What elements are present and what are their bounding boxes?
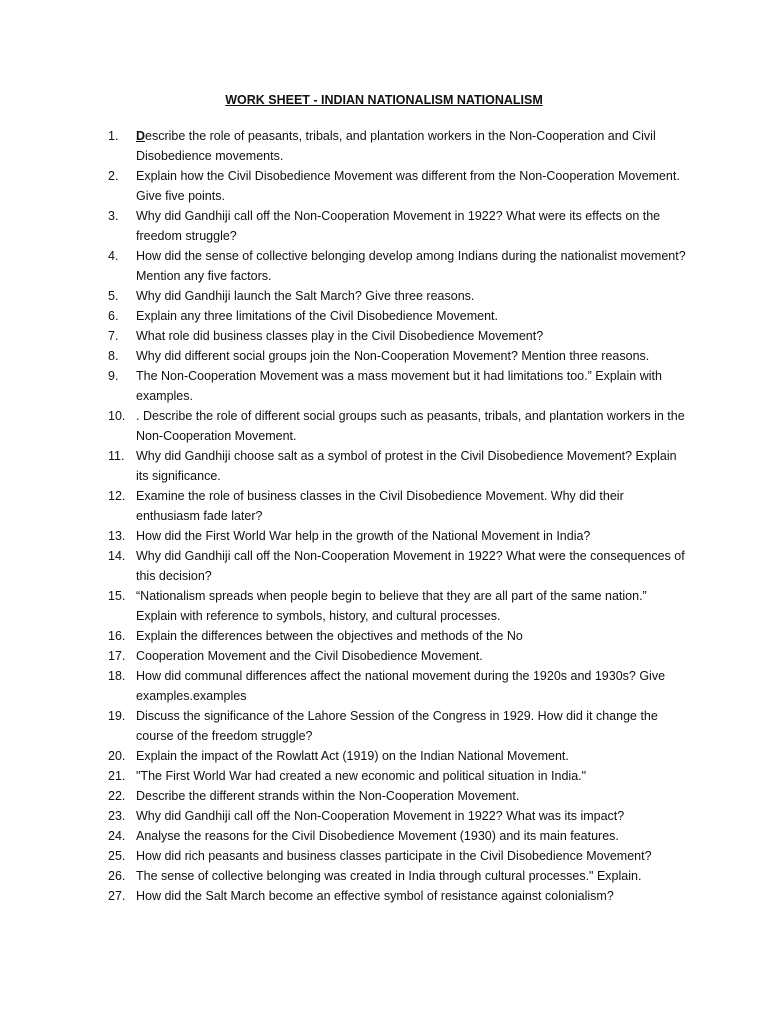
question-text <box>136 626 688 646</box>
question-text <box>136 286 688 306</box>
question-item <box>108 806 688 826</box>
question-body: Discuss the significance of the Lahore Session of the Congress in 1929. How did it change the course of the freedom struggle? <box>136 709 658 743</box>
question-item <box>108 586 688 626</box>
question-number: 17. <box>108 649 126 663</box>
question-text <box>136 526 688 546</box>
question-body: “Nationalism spreads when people begin to believe that they are all part of the same nation.” Explain with reference to symbols, history, and cultural processes. <box>136 589 647 623</box>
question-text <box>136 746 688 766</box>
question-body: Explain any three limitations of the Civil Disobedience Movement. <box>136 309 498 323</box>
question-text <box>136 446 688 486</box>
question-number: 6. <box>108 309 119 323</box>
question-body: The sense of collective belonging was created in India through cultural processes." Explain. <box>136 869 642 883</box>
question-number: 11. <box>108 449 125 463</box>
question-number: 24. <box>108 829 126 843</box>
question-number: 22. <box>108 789 126 803</box>
question-text <box>136 366 688 406</box>
question-body: Examine the role of business classes in the Civil Disobedience Movement. Why did their enthusiasm fade later? <box>136 489 624 523</box>
question-item <box>108 706 688 746</box>
question-body: How did the Salt March become an effective symbol of resistance against colonialism? <box>136 889 614 903</box>
question-item <box>108 666 688 706</box>
question-number: 2. <box>108 169 119 183</box>
question-item <box>108 246 688 286</box>
question-item <box>108 286 688 306</box>
question-item <box>108 166 688 206</box>
question-item <box>108 366 688 406</box>
question-body: Why did Gandhiji launch the Salt March? Give three reasons. <box>136 289 475 303</box>
question-item <box>108 326 688 346</box>
question-number: 9. <box>108 369 119 383</box>
question-body: How did communal differences affect the national movement during the 1920s and 1930s? Give examples.examples <box>136 669 666 703</box>
question-item <box>108 446 688 486</box>
question-text <box>136 866 688 886</box>
question-text <box>136 246 688 286</box>
question-item <box>108 626 688 646</box>
question-text <box>136 646 688 666</box>
question-number: 21. <box>108 769 126 783</box>
question-item <box>108 206 688 246</box>
question-body: How did the First World War help in the growth of the National Movement in India? <box>136 529 591 543</box>
question-item <box>108 846 688 866</box>
question-number: 26. <box>108 869 126 883</box>
question-item <box>108 126 688 166</box>
question-number: 12. <box>108 489 126 503</box>
question-number: 3. <box>108 209 119 223</box>
question-number: 19. <box>108 709 126 723</box>
question-item <box>108 546 688 586</box>
question-item <box>108 306 688 326</box>
question-body: Why did Gandhiji choose salt as a symbol of protest in the Civil Disobedience Movement? Explain its significance. <box>136 449 677 483</box>
question-body: Describe the different strands within the Non-Cooperation Movement. <box>136 789 520 803</box>
question-item <box>108 646 688 666</box>
question-number: 15. <box>108 589 126 603</box>
question-number: 18. <box>108 669 126 683</box>
question-body: Why did Gandhiji call off the Non-Cooperation Movement in 1922? What were the consequences of this decision? <box>136 549 685 583</box>
question-number: 7. <box>108 329 119 343</box>
question-body: Analyse the reasons for the Civil Disobedience Movement (1930) and its main features. <box>136 829 619 843</box>
question-number: 5. <box>108 289 119 303</box>
page-title: WORK SHEET - INDIAN NATIONALISM NATIONALISM <box>225 93 543 107</box>
question-number: 13. <box>108 529 126 543</box>
question-text <box>136 706 688 746</box>
question-body: Explain the impact of the Rowlatt Act (1919) on the Indian National Movement. <box>136 749 569 763</box>
question-text <box>136 846 688 866</box>
question-item <box>108 866 688 886</box>
question-body: How did the sense of collective belonging develop among Indians during the nationalist movement? Mention any five factors. <box>136 249 686 283</box>
question-text <box>136 206 688 246</box>
question-number: 23. <box>108 809 126 823</box>
question-body: . Describe the role of different social groups such as peasants, tribals, and plantation workers in the Non-Cooperation Movement. <box>136 409 685 443</box>
question-text <box>136 546 688 586</box>
question-item <box>108 486 688 526</box>
question-number: 27. <box>108 889 126 903</box>
question-body: "The First World War had created a new economic and political situation in India." <box>136 769 587 783</box>
question-text <box>136 586 688 626</box>
question-body: Why did Gandhiji call off the Non-Cooperation Movement in 1922? What were its effects on the freedom struggle? <box>136 209 661 243</box>
question-text <box>136 826 688 846</box>
question-text <box>136 326 688 346</box>
question-body: The Non-Cooperation Movement was a mass movement but it had limitations too.” Explain with examples. <box>136 369 662 403</box>
question-body: Why did different social groups join the Non-Cooperation Movement? Mention three reasons. <box>136 349 650 363</box>
question-number: 25. <box>108 849 126 863</box>
question-body: How did rich peasants and business classes participate in the Civil Disobedience Movement? <box>136 849 652 863</box>
question-text <box>136 406 688 446</box>
question-text <box>136 666 688 706</box>
question-item <box>108 346 688 366</box>
question-body: Why did Gandhiji call off the Non-Cooperation Movement in 1922? What was its impact? <box>136 809 625 823</box>
question-first-letter: D <box>136 129 146 143</box>
question-text <box>136 806 688 826</box>
question-text <box>136 166 688 206</box>
question-body: What role did business classes play in the Civil Disobedience Movement? <box>136 329 544 343</box>
question-text <box>136 766 688 786</box>
question-item <box>108 746 688 766</box>
question-number: 8. <box>108 349 119 363</box>
question-body: Cooperation Movement and the Civil Disobedience Movement. <box>136 649 483 663</box>
question-item <box>108 826 688 846</box>
question-item <box>108 886 688 906</box>
question-body: Explain the differences between the objectives and methods of the No <box>136 629 523 643</box>
question-number: 20. <box>108 749 126 763</box>
question-text <box>136 886 688 906</box>
question-item <box>108 766 688 786</box>
question-text <box>136 786 688 806</box>
question-body: Explain how the Civil Disobedience Movement was different from the Non-Cooperation Movement. Give five points. <box>136 169 680 203</box>
question-item <box>108 526 688 546</box>
question-list <box>108 126 688 906</box>
question-number: 10. <box>108 409 126 423</box>
question-number: 16. <box>108 629 126 643</box>
question-body: escribe the role of peasants, tribals, and plantation workers in the Non-Cooperation and Civil Disobedience movements. <box>136 129 656 163</box>
question-text <box>136 486 688 526</box>
question-text <box>136 126 688 166</box>
question-number: 4. <box>108 249 119 263</box>
question-number: 14. <box>108 549 126 563</box>
question-text <box>136 346 688 366</box>
question-item <box>108 406 688 446</box>
question-text <box>136 306 688 326</box>
question-item <box>108 786 688 806</box>
question-number: 1. <box>108 129 119 143</box>
